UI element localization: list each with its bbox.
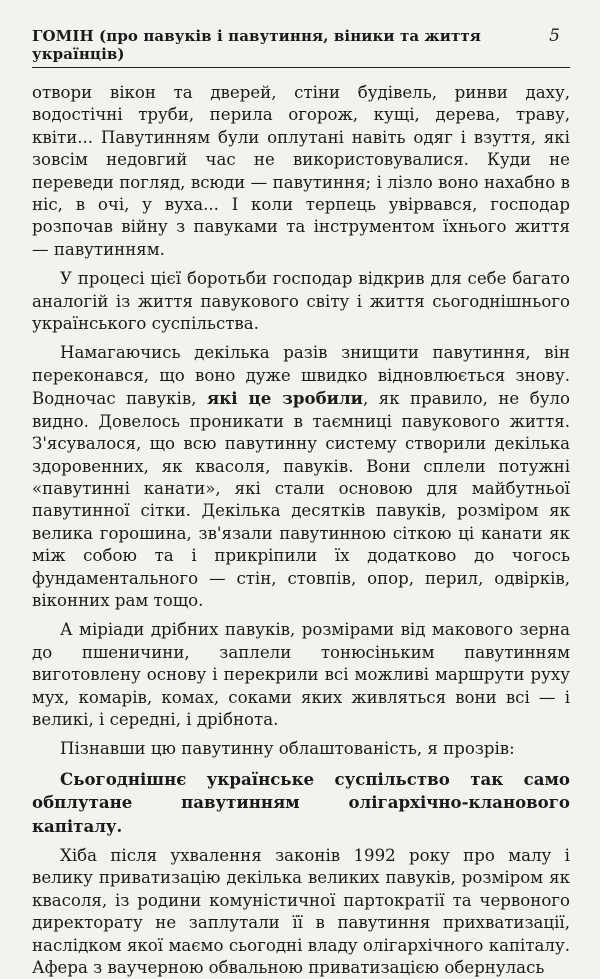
body-text	[32, 82, 570, 979]
header-title: ГОМІН (про павуків і павутиння, віники та життя українців)	[32, 27, 481, 63]
paragraph	[32, 619, 570, 731]
paragraph	[32, 845, 570, 979]
bold-text: які це зробили	[206, 388, 363, 409]
paragraph	[32, 768, 570, 838]
paragraph	[32, 82, 570, 261]
text-run: Пізнавши цю павутинну облаштованість, я прозрів:	[60, 739, 515, 759]
text-run: отвори вікон та дверей, стіни будівель, ринви даху, водостічні труби, перила огорож, кущі, дерева, траву, квіти... Павутинням були оплутані навіть одяг і взуття, які зовсім недовгий час не використовувалися. Куди не переведи погляд, всюди — павутиння; і лізло воно нахабно в ніс, в очі, у вуха... І коли терпець увірвався, господар розпочав війну з павуками та інструментом їхнього життя — павутинням.	[32, 83, 570, 259]
text-run: Намагаючись декілька разів знищити павутиння, він переконався, що воно дуже швидко відновлюється знову. Водночас павуків,	[32, 343, 570, 409]
paragraph	[32, 342, 570, 612]
text-run: У процесі цієї боротьби господар відкрив для себе багато аналогій із життя павукового світу і життя сьогоднішнього українського суспільства.	[32, 269, 570, 334]
running-header	[32, 26, 570, 68]
paragraph	[32, 268, 570, 335]
bold-text: Сьогоднішнє українське суспільство так само обплутане павутинням олігархічно-кланового капіталу.	[32, 768, 570, 836]
text-run: А міріади дрібних павуків, розмірами від макового зерна до пшеничини, заплели тонюсіньким павутинням виготовлену основу і перекрили всі можливі маршрути руху мух, комарів, комах, соками яких живляться вони всі — і великі, і середні, і дрібнота.	[32, 620, 570, 729]
page-number: 5	[549, 26, 560, 46]
text-run: Хіба після ухвалення законів 1992 року про малу і велику приватизацію декількa великих павуків, розміром як квасоля, із родини комуністичної партократії та червоного директорату не заплутали її в павутиння прихватизації, наслідком якої маємо сьогодні владу олігархічного капіталу. Афера з ваучерною обвальною приватизацією обернулась	[32, 846, 570, 978]
text-run: , як правило, не було видно. Довелось проникати в таємниці павукового життя. З'ясувалося, що всю павутинну систему створили декілька здоровенних, як квасоля, павуків. Вони сплели потужні «павутинні канати», які стали основою для майбутньої павутинної сітки. Декілька десятків павуків, розміром як велика горошина, зв'язали павутинною сіткою ці канати як між собою та і прикріпили їх додатково до чогось фундаментального — стін, стовпів, опор, перил, одвірків, віконних рам тощо.	[32, 389, 570, 610]
paragraph	[32, 738, 570, 760]
